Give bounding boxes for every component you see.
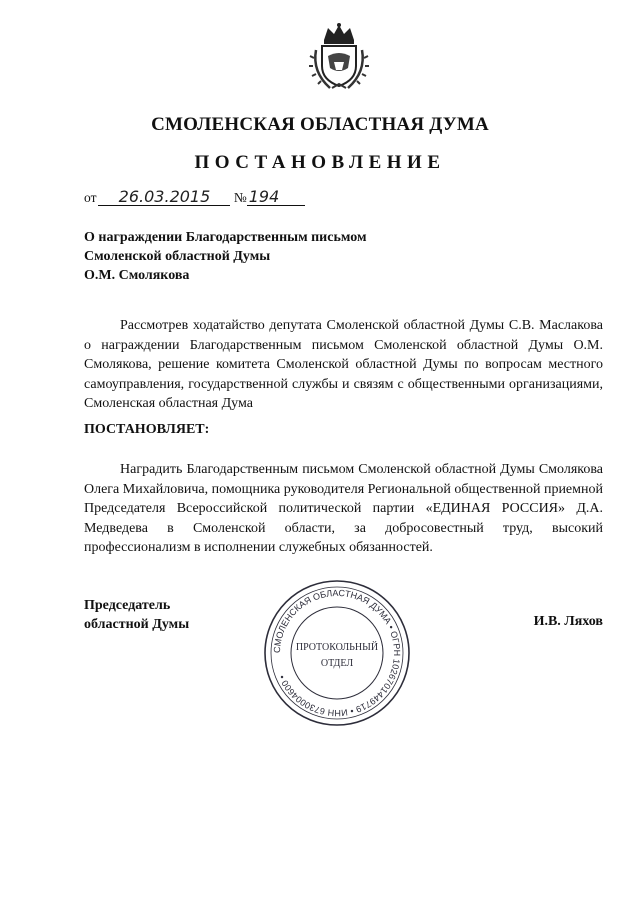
document-type: ПОСТАНОВЛЕНИЕ: [194, 152, 446, 173]
seal-center-line: ОТДЕЛ: [320, 658, 354, 669]
subject-line: Смоленской областной Думы: [84, 249, 271, 264]
subject-line: О.М. Смолякова: [84, 268, 190, 283]
date-number-line: [84, 188, 305, 206]
date-prefix: от: [84, 190, 97, 205]
resolves-heading: ПОСТАНОВЛЯЕТ:: [84, 422, 210, 437]
subject-block: [84, 228, 366, 285]
date-value: 26.03.2015: [98, 188, 230, 206]
subject-line: О награждении Благодарственным письмом: [84, 230, 367, 245]
org-title: СМОЛЕНСКАЯ ОБЛАСТНАЯ ДУМА: [151, 114, 489, 135]
signatory-position: [84, 596, 189, 634]
number-value: 194: [247, 188, 305, 206]
paragraph-resolution: Наградить Благодарственным письмом Смоленской областной Думы Смолякова Олега Михайловича, помощника руководителя Региональной общественной приемной Председателя Всероссийской политической партии «ЕДИНАЯ РОССИЯ» Д.А. Медведева в Смоленской области, за добросовестный труд, высокий профессионализм в исполнении служебных обязанностей.: [84, 462, 603, 555]
paragraph-considering: Рассмотрев ходатайство депутата Смоленской областной Думы С.В. Маслакова о награждении Благодарственным письмом Смоленской областной Думы О.М. Смолякова, решение комитета Смоленской областной Думы по вопросам местного самоуправления, государственной службы и связям с общественными организациями, Смоленская областная Дума: [84, 318, 603, 411]
signatory-name: И.В. Ляхов: [533, 614, 603, 629]
seal-center-line: ПРОТОКОЛЬНЫЙ: [295, 642, 379, 653]
coat-of-arms-icon: [304, 22, 374, 92]
position-line: областной Думы: [84, 617, 190, 632]
number-prefix: №: [233, 190, 247, 205]
seal-ring-text: СМОЛЕНСКАЯ ОБЛАСТНАЯ ДУМА • ОГРН 1026701449719 • ИНН 6730004600 •: [271, 587, 403, 719]
round-seal-icon: [262, 578, 412, 728]
position-line: Председатель: [84, 598, 171, 613]
